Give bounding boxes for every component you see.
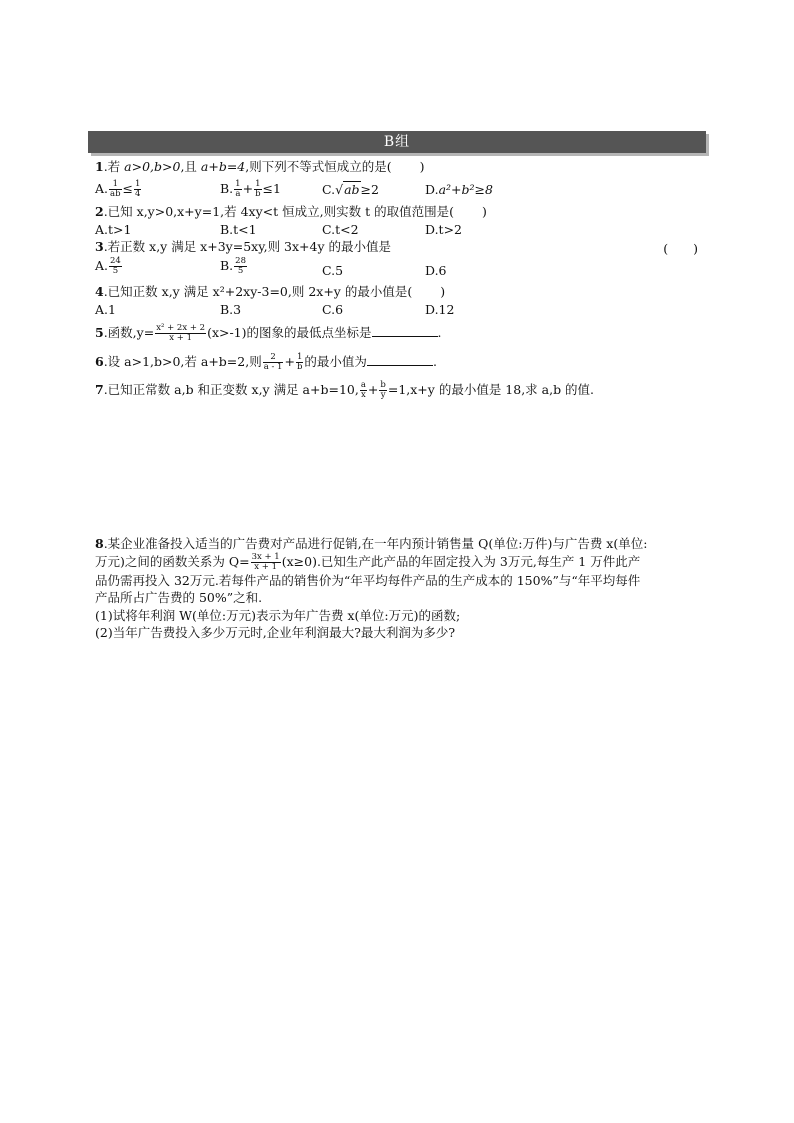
- square-root: √ab: [335, 182, 360, 197]
- question-number: 7: [95, 382, 104, 397]
- section-header: B组: [88, 131, 706, 153]
- fraction: $\frac{1}{b}$: [296, 352, 303, 372]
- fraction: $\frac{3x + 1}{x + 1}$: [251, 551, 280, 572]
- question-1-option-b: B. $\frac{1}{a}$ + $\frac{1}{b}$ ≤1: [220, 179, 281, 199]
- question-3-option-a: A. $\frac{24}{5}$: [95, 256, 121, 276]
- fraction: $\frac{b}{y}$: [380, 380, 386, 400]
- answer-blank[interactable]: [367, 353, 433, 366]
- question-3-option-b: B. $\frac{28}{5}$: [220, 256, 246, 276]
- question-1-option-d: D.a²+b²≥8: [425, 182, 493, 197]
- fraction: $\frac{28}{5}$: [235, 256, 246, 276]
- question-4-option-d: D.12: [425, 302, 455, 317]
- question-8-part-1: (1)试将年利润 W(单位:万元)表示为年广告费 x(单位:万元)的函数;: [95, 607, 461, 623]
- fraction: $\frac{\text{x² + 2x + 2}}{x + 1}$: [156, 323, 206, 343]
- question-5: 5.函数,y= $\frac{\text{x² + 2x + 2}}{x + 1}$ (x>-1)的图象的最低点坐标是 .: [95, 323, 442, 343]
- question-2-stem: 2.已知 x,y>0,x+y=1,若 4xy<t 恒成立,则实数 t 的取值范围是( ): [95, 204, 487, 219]
- question-1-stem: 1.若 a>0,b>0,且 a+b=4,则下列不等式恒成立的是( ): [95, 159, 425, 174]
- question-8-line-4: 产品所占广告费的 50%”之和.: [95, 590, 263, 605]
- fraction: $\frac{1}{a}$: [235, 179, 241, 199]
- question-8-line-1: 8.某企业准备投入适当的广告费对产品进行促销,在一年内预计销售量 Q(单位:万件)与广告费 x(单位:: [95, 536, 648, 551]
- fraction: $\frac{1}{b}$: [255, 179, 261, 199]
- question-2-option-a: A.t>1: [95, 222, 132, 237]
- question-number: 4: [95, 284, 104, 299]
- answer-blank[interactable]: [372, 324, 438, 337]
- answer-parentheses: ( ): [663, 241, 698, 256]
- question-8-line-3: 品仍需再投入 32万元.若每件产品的销售价为“年平均每件产品的生产成本的 150%”与“年平均每件: [95, 572, 641, 588]
- question-2-option-d: D.t>2: [425, 222, 462, 237]
- question-4-stem: 4.已知正数 x,y 满足 x²+2xy-3=0,则 2x+y 的最小值是( ): [95, 284, 446, 299]
- question-4-option-a: A.1: [95, 302, 116, 317]
- question-7: 7.已知正常数 a,b 和正变数 x,y 满足 a+b=10, $\frac{a}{x}$ + $\frac{b}{y}$ =1,x+y 的最小值是 18,求 a,b 的值.: [95, 380, 595, 400]
- fraction: $\frac{1}{ab}$: [110, 179, 121, 199]
- question-1-option-a: A. $\frac{1}{ab}$ ≤ $\frac{1}{4}$: [95, 179, 141, 199]
- question-number: 5: [95, 325, 104, 340]
- question-3-option-d: D.6: [425, 263, 447, 278]
- fraction: $\frac{24}{5}$: [110, 256, 121, 276]
- question-8: [95, 535, 705, 642]
- question-8-line-2: 万元)之间的函数关系为 Q= $\frac{3x + 1}{x + 1}$ (x≥0).已知生产此产品的年固定投入为 3万元,每生产 1 万件此产: [95, 551, 641, 572]
- question-3-option-c: C.5: [322, 263, 344, 278]
- question-6: 6.设 a>1,b>0,若 a+b=2,则 $\frac{2}{a - 1}$ + $\frac{1}{b}$ 的最小值为 .: [95, 352, 437, 372]
- question-number: 1: [95, 159, 104, 174]
- question-number: 3: [95, 239, 104, 254]
- question-number: 8: [95, 536, 104, 551]
- question-number: 6: [95, 354, 104, 369]
- question-3-stem: 3.若正数 x,y 满足 x+3y=5xy,则 3x+4y 的最小值是: [95, 239, 392, 254]
- question-number: 2: [95, 204, 104, 219]
- question-1-option-c: C.√ab≥2: [322, 182, 379, 197]
- question-4-option-c: C.6: [322, 302, 344, 317]
- fraction: $\frac{1}{4}$: [135, 179, 141, 199]
- question-8-part-2: (2)当年广告费投入多少万元时,企业年利润最大?最大利润为多少?: [95, 625, 456, 640]
- question-2-option-c: C.t<2: [322, 222, 359, 237]
- fraction: $\frac{2}{a - 1}$: [263, 352, 283, 372]
- question-2-option-b: B.t<1: [220, 222, 257, 237]
- question-4-option-b: B.3: [220, 302, 242, 317]
- fraction: $\frac{a}{x}$: [360, 380, 366, 400]
